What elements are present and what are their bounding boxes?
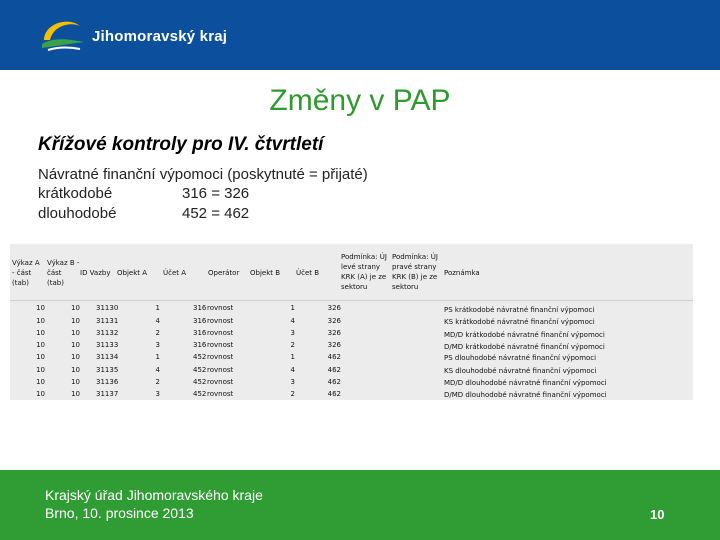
- header-poznamka: Poznámka: [444, 269, 480, 277]
- header-vykaz-b: Výkaz B - část (tab): [47, 259, 80, 287]
- kraj-logo-icon: [38, 14, 88, 54]
- short-term-label: krátkodobé: [38, 185, 113, 202]
- header-operator: Operátor: [208, 269, 240, 277]
- slide-title: Změny v PAP: [269, 84, 451, 117]
- long-term-label: dlouhodobé: [38, 205, 117, 222]
- header-objekt-a: Objekt A: [117, 269, 148, 277]
- header-vykaz-a: Výkaz A - část (tab): [12, 259, 40, 287]
- body-line-1: Návratné finanční výpomoci (poskytnuté = přijaté): [38, 166, 368, 183]
- header-id-vazby: ID Vazby: [80, 269, 111, 277]
- long-term-value: 452 = 462: [182, 205, 250, 222]
- header-podminka-b: Podmínka: ÚJ pravé strany KRK (B) je ze sektoru: [392, 253, 438, 291]
- footer-text: [45, 486, 263, 522]
- footer-date: Brno, 10. prosince 2013: [45, 505, 194, 521]
- header-objekt-b: Objekt B: [250, 269, 281, 277]
- header-band: [0, 0, 720, 70]
- page-number: 10: [650, 507, 665, 522]
- slide-subtitle: Křížové kontroly pro IV. čtvrtletí: [38, 134, 324, 155]
- brand-name: Jihomoravský kraj: [92, 28, 228, 45]
- header-podminka-a: Podmínka: ÚJ levé strany KRK (A) je ze sektoru: [341, 253, 387, 291]
- header-ucet-a: Účet A: [163, 269, 187, 277]
- footer-office: Krajský úřad Jihomoravského kraje: [45, 487, 263, 503]
- header-ucet-b: Účet B: [296, 269, 320, 277]
- header-divider: [10, 300, 693, 301]
- short-term-value: 316 = 326: [182, 185, 250, 202]
